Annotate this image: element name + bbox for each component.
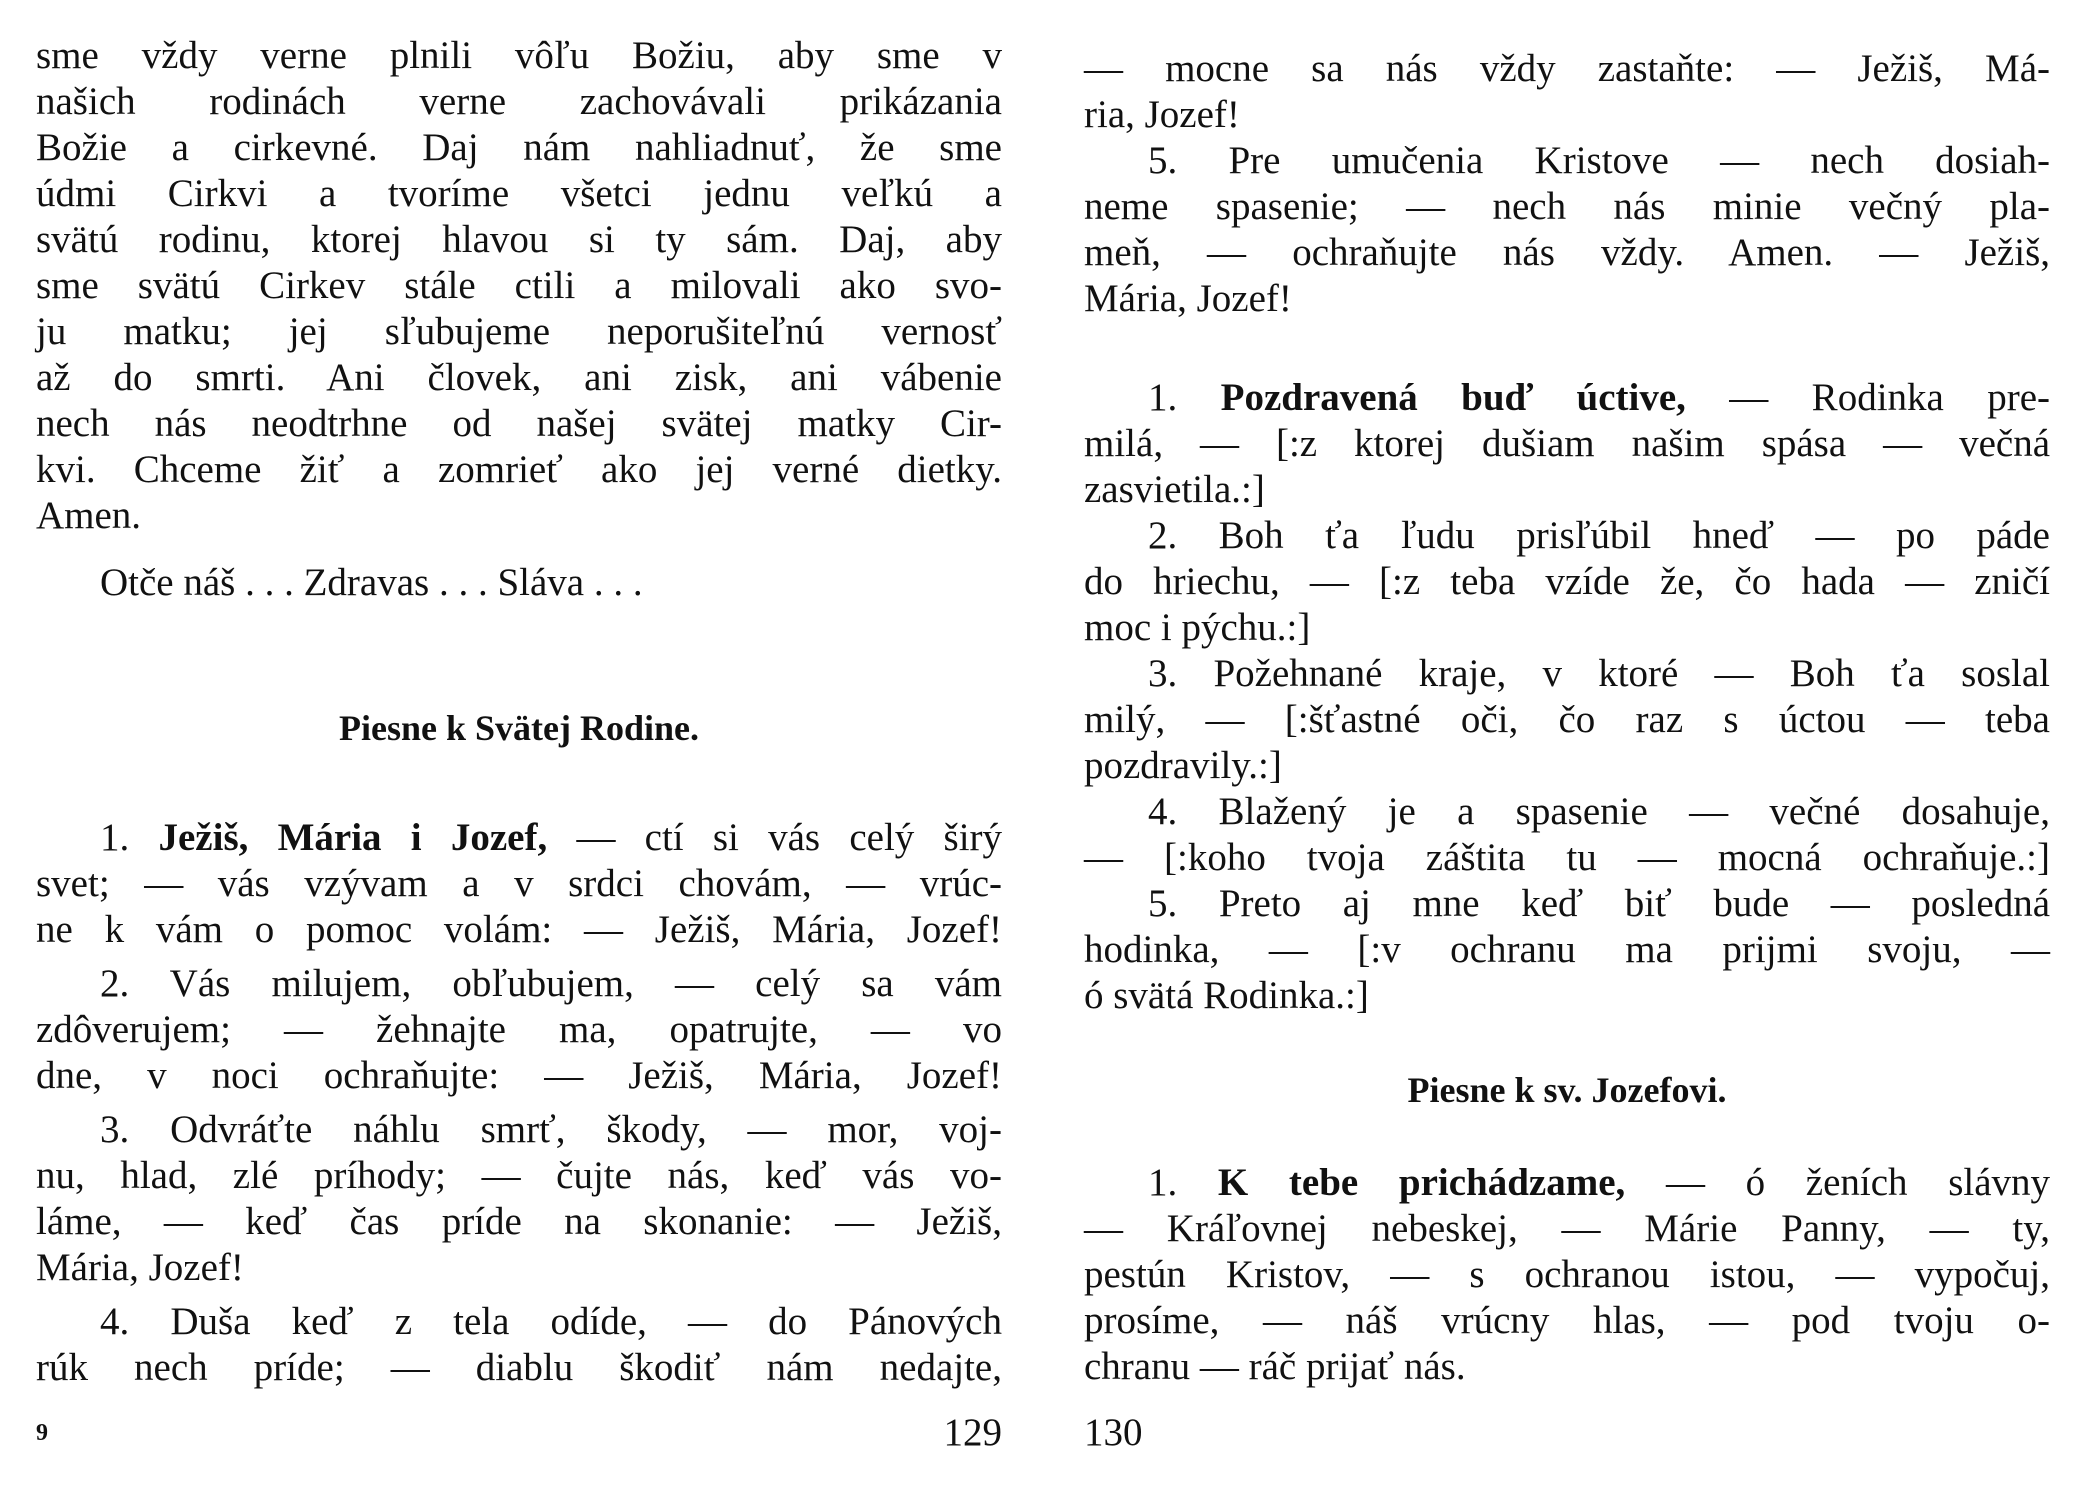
verse-incipit: K tebe prichádzame,	[1217, 1161, 1626, 1204]
text-line: 3. Požehnané kraje, v ktoré — Boh ťa soslal	[1148, 652, 2050, 695]
verse-number: 1.	[1148, 1161, 1178, 1204]
text-line: rúk nech príde; — diablu škodiť nám nedajte,	[36, 1346, 1002, 1389]
verse-first-line	[100, 815, 1002, 861]
verse-number: 1.	[100, 816, 130, 859]
text-line: pestún Kristov, — s ochranou istou, — vypočuj,	[1084, 1253, 2050, 1296]
text-line: 2. Vás milujem, obľubujem, — celý sa vám	[100, 962, 1002, 1005]
text-line: sme vždy verne plnili vôľu Božiu, aby sme v	[36, 34, 1002, 77]
text-line: do hriechu, — [:z teba vzíde že, čo hada — zničí	[1084, 560, 2050, 603]
section-heading: Piesne k Svätej Rodine.	[339, 708, 699, 748]
verse-text: — ctí si vás celý širý	[576, 816, 1003, 859]
text-line: 5. Preto aj mne keď biť bude — posledná	[1148, 882, 2050, 925]
page-number: 129	[943, 1411, 1002, 1454]
text-line: — [:koho tvoja záštita tu — mocná ochraňuje.:]	[1084, 836, 2050, 879]
text-line: svet; — vás vzývam a v srdci chovám, — vrúc-	[36, 862, 1002, 905]
text-line: 2. Boh ťa ľudu prisľúbil hneď — po páde	[1148, 514, 2050, 557]
text-line: milý, — [:šťastné oči, čo raz s úctou — teba	[1084, 698, 2050, 741]
text-line: Mária, Jozef!	[1084, 277, 1292, 320]
text-line: sme svätú Cirkev stále ctili a milovali ako svo-	[36, 264, 1002, 307]
verse-text: — Rodinka pre-	[1729, 376, 2051, 419]
text-line: pozdravily.:]	[1084, 744, 1282, 787]
text-line: Amen.	[36, 494, 142, 537]
text-line: ne k vám o pomoc volám: — Ježiš, Mária, Jozef!	[36, 908, 1002, 951]
text-line: ria, Jozef!	[1084, 93, 1240, 136]
text-line: Mária, Jozef!	[36, 1246, 244, 1289]
verse-number: 1.	[1148, 376, 1178, 419]
text-line: Božie a cirkevné. Daj nám nahliadnuť, že sme	[36, 126, 1002, 169]
verse-first-line	[1148, 375, 2050, 421]
text-line: láme, — keď čas príde na skonanie: — Ježiš,	[36, 1200, 1002, 1243]
verse-incipit: Pozdravená buď úctive,	[1220, 376, 1686, 419]
text-line: neme spasenie; — nech nás minie večný pla-	[1084, 185, 2050, 228]
text-line: 4. Duša keď z tela odíde, — do Pánových	[100, 1300, 1002, 1343]
text-line: 3. Odvráťte náhlu smrť, škody, — mor, voj-	[100, 1108, 1002, 1151]
page-number: 130	[1084, 1411, 1143, 1454]
text-line: meň, — ochraňujte nás vždy. Amen. — Ježiš,	[1084, 231, 2050, 274]
text-line: zasvietila.:]	[1084, 468, 1265, 511]
text-line: — mocne sa nás vždy zastaňte: — Ježiš, Má-	[1084, 47, 2050, 90]
left-page	[36, 0, 1002, 1500]
text-line: prosíme, — náš vrúcny hlas, — pod tvoju o-	[1084, 1299, 2050, 1342]
text-line: údmi Cirkvi a tvoríme všetci jednu veľkú a	[36, 172, 1002, 215]
verse-first-line	[1148, 1160, 2050, 1206]
text-line: zdôverujem; — žehnajte ma, opatrujte, — vo	[36, 1008, 1002, 1051]
section-heading: Piesne k sv. Jozefovi.	[1407, 1070, 1727, 1110]
text-line: nu, hlad, zlé príhody; — čujte nás, keď vás vo-	[36, 1154, 1002, 1197]
text-line: kvi. Chceme žiť a zomrieť ako jej verné dietky.	[36, 448, 1002, 491]
text-line: až do smrti. Ani človek, ani zisk, ani vábenie	[36, 356, 1002, 399]
text-line: nech nás neodtrhne od našej svätej matky Cir-	[36, 402, 1002, 445]
right-page	[1084, 0, 2050, 1500]
verse-text: — ó ženích slávny	[1665, 1161, 2051, 1204]
prayer-line: Otče náš . . . Zdravas . . . Sláva . . .	[100, 561, 643, 604]
text-line: ju matku; jej sľubujeme neporušiteľnú vernosť	[36, 310, 1002, 353]
text-line: milá, — [:z ktorej dušiam našim spása — večná	[1084, 422, 2050, 465]
text-line: dne, v noci ochraňujte: — Ježiš, Mária, Jozef!	[36, 1054, 1002, 1097]
text-line: moc i pýchu.:]	[1084, 606, 1311, 649]
text-line: hodinka, — [:v ochranu ma prijmi svoju, —	[1084, 928, 2050, 971]
text-line: — Kráľovnej nebeskej, — Márie Panny, — ty,	[1084, 1207, 2050, 1250]
text-line: svätú rodinu, ktorej hlavou si ty sám. Daj, aby	[36, 218, 1002, 261]
text-line: 4. Blažený je a spasenie — večné dosahuje,	[1148, 790, 2050, 833]
verse-incipit: Ježiš, Mária i Jozef,	[158, 816, 548, 859]
signature-mark: 9	[36, 1420, 48, 1446]
text-line: 5. Pre umučenia Kristove — nech dosiah-	[1148, 139, 2050, 182]
text-line: ó svätá Rodinka.:]	[1084, 974, 1369, 1017]
text-line: našich rodinách verne zachovávali prikázania	[36, 80, 1002, 123]
text-line: chranu — ráč prijať nás.	[1084, 1345, 1466, 1388]
